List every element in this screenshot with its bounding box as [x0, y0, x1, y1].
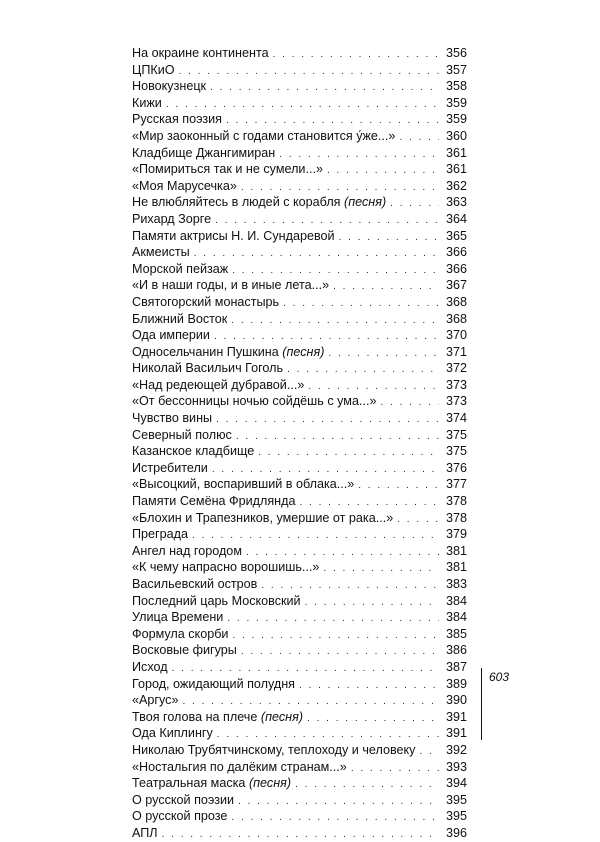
dot-leader — [232, 628, 439, 643]
toc-entry-title: «К чему напрасно ворошишь...» — [132, 560, 320, 575]
dot-leader — [179, 64, 439, 79]
toc-entry-page: 357 — [445, 62, 467, 77]
toc-entry-title: Чувство вины — [132, 411, 213, 426]
dot-leader — [327, 163, 439, 178]
toc-entry — [132, 128, 467, 145]
dot-leader — [214, 329, 439, 344]
toc-entry — [132, 626, 467, 643]
toc-entry-title: «Высоцкий, воспаривший в облака...» — [132, 477, 355, 492]
toc-entry — [132, 676, 467, 693]
toc-entry — [132, 95, 467, 112]
toc-entry-page: 361 — [445, 162, 467, 177]
dot-leader — [217, 727, 439, 742]
toc-entry-page: 365 — [445, 228, 467, 243]
toc-entry-title: Истребители — [132, 460, 208, 475]
toc-entry-title: «Моя Марусечка» — [132, 178, 237, 193]
dot-leader — [295, 777, 439, 792]
dot-leader — [328, 346, 439, 361]
toc-entry — [132, 543, 467, 560]
dot-leader — [172, 661, 439, 676]
toc-entry — [132, 476, 467, 493]
dot-leader — [226, 113, 439, 128]
dot-leader — [212, 462, 439, 477]
toc-entry-title: Николай Васильич Гоголь — [132, 361, 284, 376]
dot-leader — [162, 827, 439, 842]
dot-leader — [287, 362, 439, 377]
toc-entry-title: Николаю Трубятчинскому, теплоходу и человеку — [132, 742, 416, 757]
dot-leader — [238, 794, 439, 809]
dot-leader — [283, 296, 439, 311]
dot-leader — [307, 711, 439, 726]
toc-entry-note: (песня) — [344, 195, 387, 210]
toc-entry-title: Твоя голова на плече (песня) — [132, 709, 304, 724]
dot-leader — [380, 395, 439, 410]
toc-entry-page: 387 — [445, 659, 467, 674]
toc-entry-title: «И в наши годы, и в иные лета...» — [132, 278, 330, 293]
toc-entry-page: 360 — [445, 128, 467, 143]
toc-entry — [132, 161, 467, 178]
toc-entry-page: 392 — [445, 742, 467, 757]
toc-entry-title: Морской пейзаж — [132, 261, 229, 276]
dot-leader — [339, 230, 439, 245]
toc-entry — [132, 211, 467, 228]
toc-entry-page: 368 — [445, 311, 467, 326]
toc-entry-page: 372 — [445, 361, 467, 376]
toc-entry-page: 391 — [445, 709, 467, 724]
toc-entry — [132, 45, 467, 62]
toc-entry — [132, 327, 467, 344]
toc-entry — [132, 593, 467, 610]
toc-entry — [132, 78, 467, 95]
toc-entry-title: Восковые фигуры — [132, 643, 237, 658]
dot-leader — [258, 445, 439, 460]
toc-entry-title: «От бессонницы ночью сойдёшь с ума...» — [132, 394, 377, 409]
table-of-contents — [132, 45, 467, 842]
toc-entry-title: Исход — [132, 659, 168, 674]
toc-entry-title: Русская поэзия — [132, 112, 222, 127]
toc-entry-page: 391 — [445, 726, 467, 741]
dot-leader — [236, 429, 439, 444]
dot-leader — [194, 246, 439, 261]
toc-entry-title: Новокузнецк — [132, 79, 207, 94]
toc-entry-title: На окраине континента — [132, 46, 269, 60]
toc-entry-title: Кижи — [132, 95, 162, 110]
dot-leader — [166, 97, 439, 112]
toc-entry — [132, 725, 467, 742]
toc-entry-page: 362 — [445, 178, 467, 193]
dot-leader — [192, 528, 439, 543]
toc-entry-page: 370 — [445, 328, 467, 343]
toc-entry-page: 364 — [445, 211, 467, 226]
toc-entry — [132, 576, 467, 593]
toc-entry-title: «Блохин и Трапезников, умершие от рака...» — [132, 510, 394, 525]
toc-entry — [132, 178, 467, 195]
dot-leader — [358, 478, 439, 493]
toc-entry-title: «Мир заоконный с годами становится у́же...» — [132, 128, 396, 143]
toc-entry-page: 381 — [445, 560, 467, 575]
page-number: 603 — [489, 670, 510, 684]
toc-entry-note: (песня) — [260, 709, 304, 724]
toc-entry-title: Ода Киплингу — [132, 726, 213, 741]
toc-entry-page: 386 — [445, 643, 467, 658]
toc-entry-page: 359 — [445, 95, 467, 110]
toc-entry-page: 378 — [445, 494, 467, 509]
toc-entry — [132, 261, 467, 278]
toc-entry — [132, 344, 467, 361]
toc-entry-page: 363 — [445, 195, 467, 210]
toc-entry — [132, 792, 467, 809]
toc-entry-page: 378 — [445, 510, 467, 525]
toc-entry — [132, 228, 467, 245]
dot-leader — [215, 213, 439, 228]
dot-leader — [231, 810, 439, 825]
toc-entry-page: 385 — [445, 626, 467, 641]
toc-entry-page: 393 — [445, 759, 467, 774]
toc-entry-title: Рихард Зорге — [132, 211, 212, 226]
toc-entry — [132, 559, 467, 576]
dot-leader — [351, 761, 439, 776]
toc-entry — [132, 443, 467, 460]
toc-entry-title: Формула скорби — [132, 626, 229, 641]
dot-leader — [182, 694, 439, 709]
toc-entry-page: 384 — [445, 610, 467, 625]
toc-entry-title: Акмеисты — [132, 245, 190, 260]
dot-leader — [308, 379, 439, 394]
toc-entry-title: Ода империи — [132, 328, 210, 343]
toc-entry-title: ЦПКиО — [132, 62, 175, 77]
toc-entry — [132, 742, 467, 759]
toc-entry — [132, 659, 467, 676]
toc-entry — [132, 609, 467, 626]
toc-entry — [132, 145, 467, 162]
toc-entry-title: Кладбище Джангимиран — [132, 145, 276, 160]
toc-entry — [132, 759, 467, 776]
dot-leader — [390, 196, 439, 211]
toc-entry-title: «Над редеющей дубравой...» — [132, 377, 305, 392]
toc-entry-page: 383 — [445, 577, 467, 591]
toc-entry — [132, 311, 467, 328]
dot-leader — [397, 512, 439, 527]
toc-entry-title: «Ностальгия по далёким странам...» — [132, 759, 347, 774]
dot-leader — [419, 744, 439, 759]
toc-entry — [132, 808, 467, 825]
toc-entry-title: Северный полюс — [132, 427, 232, 442]
toc-entry-page: 374 — [445, 411, 467, 426]
toc-entry-title: О русской прозе — [132, 809, 228, 824]
toc-entry-page: 366 — [445, 261, 467, 276]
dot-leader — [216, 412, 439, 427]
toc-entry — [132, 62, 467, 79]
toc-entry-page: 395 — [445, 792, 467, 807]
toc-entry-page: 361 — [445, 145, 467, 160]
toc-entry-page: 395 — [445, 809, 467, 824]
dot-leader — [333, 279, 439, 294]
toc-entry-page: 376 — [445, 460, 467, 475]
toc-entry — [132, 427, 467, 444]
toc-entry-note: (песня) — [282, 344, 325, 359]
toc-entry-page: 375 — [445, 444, 467, 459]
toc-entry-title: «Аргус» — [132, 693, 179, 708]
toc-entry — [132, 460, 467, 477]
toc-entry-title: Улица Времени — [132, 610, 224, 625]
toc-entry — [132, 526, 467, 543]
dot-leader — [279, 147, 439, 162]
toc-entry-title: «Помириться так и не сумели...» — [132, 162, 323, 177]
folio-rule — [481, 668, 482, 740]
toc-entry-page: 390 — [445, 693, 467, 708]
toc-entry — [132, 775, 467, 792]
toc-entry-title: Не влюбляйтесь в людей с корабля (песня) — [132, 195, 387, 210]
toc-entry-page: 373 — [445, 377, 467, 392]
toc-entry-page: 389 — [445, 676, 467, 691]
dot-leader — [261, 578, 439, 593]
toc-entry-page: 379 — [445, 527, 467, 542]
toc-entry-title: АПЛ — [132, 825, 158, 840]
toc-entry-page: 359 — [445, 112, 467, 127]
toc-entry-page: 373 — [445, 394, 467, 409]
toc-entry-page: 375 — [445, 427, 467, 442]
toc-entry-page: 394 — [445, 776, 467, 791]
toc-entry-title: Казанское кладбище — [132, 444, 255, 459]
toc-entry-page: 384 — [445, 593, 467, 608]
toc-entry-title: Последний царь Московский — [132, 593, 301, 608]
toc-entry-note: (песня) — [248, 776, 292, 791]
toc-entry-title: Памяти актрисы Н. И. Сундаревой — [132, 228, 335, 243]
toc-entry — [132, 294, 467, 311]
toc-entry — [132, 709, 467, 726]
toc-entry-title: Односельчанин Пушкина (песня) — [132, 344, 325, 359]
dot-leader — [231, 313, 439, 328]
toc-entry — [132, 410, 467, 427]
toc-entry — [132, 692, 467, 709]
toc-entry — [132, 510, 467, 527]
dot-leader — [299, 678, 439, 693]
toc-entry-title: О русской поэзии — [132, 792, 235, 807]
toc-entry-title: Театральная маска (песня) — [132, 776, 292, 791]
toc-entry — [132, 244, 467, 261]
toc-entry-page: 381 — [445, 543, 467, 558]
toc-entry-page: 367 — [445, 278, 467, 293]
toc-entry — [132, 493, 467, 510]
toc-entry-page: 377 — [445, 477, 467, 492]
toc-entry — [132, 393, 467, 410]
toc-entry-page: 366 — [445, 245, 467, 260]
dot-leader — [227, 611, 439, 626]
toc-entry-title: Преграда — [132, 527, 189, 542]
dot-leader — [300, 495, 440, 510]
toc-entry-page: 396 — [445, 825, 467, 840]
dot-leader — [241, 180, 439, 195]
dot-leader — [323, 561, 439, 576]
toc-entry — [132, 111, 467, 128]
toc-entry — [132, 642, 467, 659]
dot-leader — [399, 130, 439, 145]
toc-entry-title: Памяти Семёна Фридлянда — [132, 494, 296, 509]
toc-entry — [132, 277, 467, 294]
toc-entry-title: Васильевский остров — [132, 577, 258, 591]
toc-entry — [132, 194, 467, 211]
dot-leader — [305, 595, 439, 610]
toc-entry-title: Святогорский монастырь — [132, 294, 280, 309]
dot-leader — [273, 47, 439, 62]
toc-entry-page: 358 — [445, 79, 467, 94]
toc-entry — [132, 377, 467, 394]
toc-entry-title: Город, ожидающий полудня — [132, 676, 296, 691]
toc-entry-page: 368 — [445, 294, 467, 309]
dot-leader — [246, 545, 439, 560]
toc-entry-title: Ангел над городом — [132, 543, 242, 558]
toc-entry-title: Ближний Восток — [132, 311, 228, 326]
toc-entry — [132, 360, 467, 377]
toc-entry — [132, 825, 467, 842]
toc-entry-page: 371 — [445, 344, 467, 359]
toc-entry-page: 356 — [445, 46, 467, 60]
dot-leader — [232, 263, 439, 278]
dot-leader — [241, 644, 439, 659]
dot-leader — [210, 80, 439, 95]
